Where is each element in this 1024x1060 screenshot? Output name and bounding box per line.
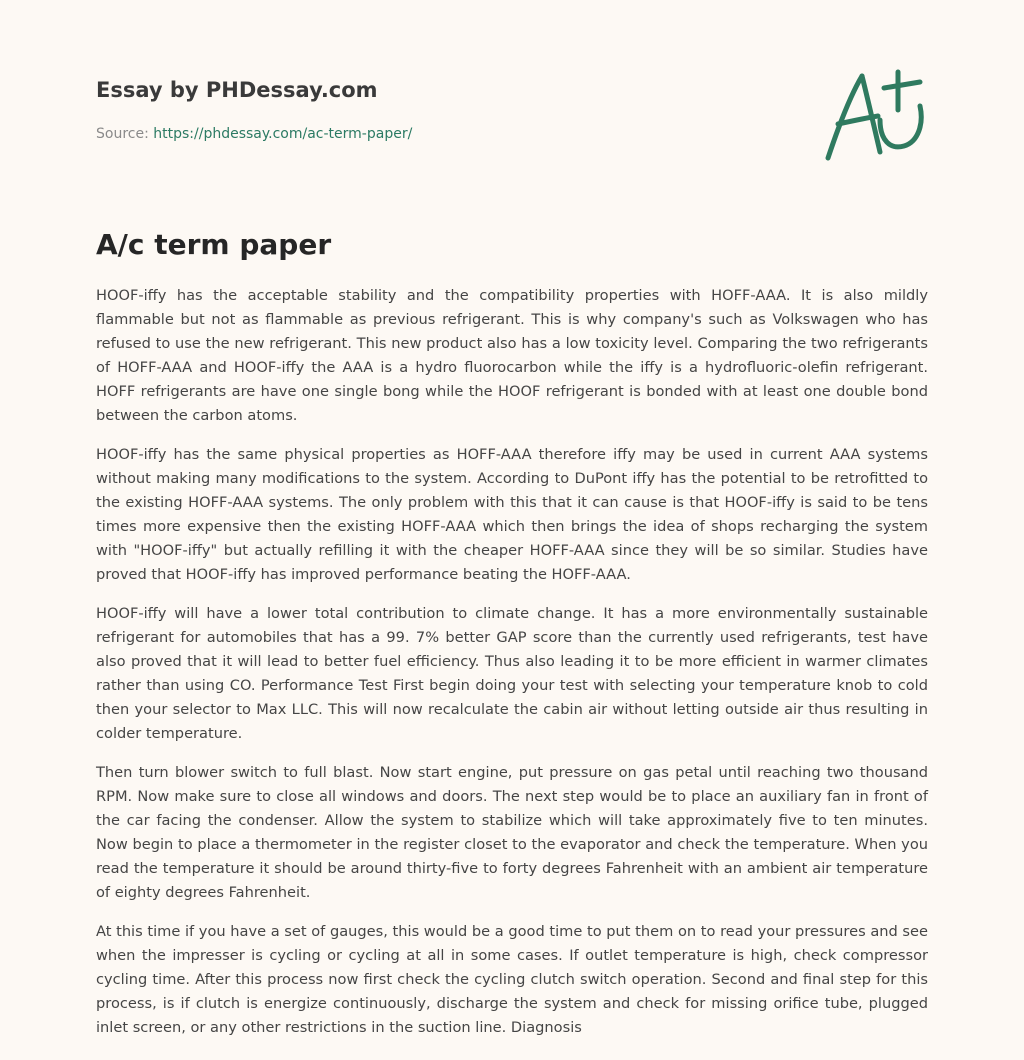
essay-body bbox=[96, 284, 928, 1055]
source-label: Source: bbox=[96, 126, 149, 142]
essay-paragraph: HOOF-iffy will have a lower total contribution to climate change. It has a more environmentally sustainable refrigerant for automobiles that has a 99. 7% better GAP score than the currently used refrigerants, test have also proved that it will lead to better fuel efficiency. Thus also leading it to be more efficient in warmer climates rather than using CO. Performance Test First begin doing your test with selecting your temperature knob to cold then your selector to Max LLC. This will now recalculate the cabin air without letting outside air thus resulting in colder temperature. bbox=[96, 605, 928, 742]
a-plus-grade-icon bbox=[818, 66, 930, 166]
essay-paragraph: HOOF-iffy has the same physical properties as HOFF-AAA therefore iffy may be used in current AAA systems without making many modifications to the system. According to DuPont iffy has the potential to be retrofitted to the existing HOFF-AAA systems. The only problem with this that it can cause is that HOOF-iffy is said to be tens times more expensive then the existing HOFF-AAA which then brings the idea of shops recharging the system with "HOOF-iffy" but actually refilling it with the cheaper HOFF-AAA since they will be so similar. Studies have proved that HOOF-iffy has improved performance beating the HOFF-AAA. bbox=[96, 446, 928, 583]
site-brand: Essay by PHDessay.com bbox=[96, 78, 378, 102]
essay-paragraph: At this time if you have a set of gauges, this would be a good time to put them on to read your pressures and see when the impresser is cycling or cycling at all in some cases. If outlet temperature is high, check compressor cycling time. After this process now first check the cycling clutch switch operation. Second and final step for this process, is if clutch is energize continuously, discharge the system and check for missing orifice tube, plugged inlet screen, or any other restrictions in the suction line. Diagnosis bbox=[96, 923, 928, 1036]
essay-paragraph: Then turn blower switch to full blast. Now start engine, put pressure on gas petal until reaching two thousand RPM. Now make sure to close all windows and doors. The next step would be to place an auxiliary fan in front of the car facing the condenser. Allow the system to stabilize which will take approximately five to ten minutes. Now begin to place a thermometer in the register closet to the evaporator and check the temperature. When you read the temperature it should be around thirty-five to forty degrees Fahrenheit with an ambient air temperature of eighty degrees Fahrenheit. bbox=[96, 764, 928, 901]
source-line bbox=[96, 124, 796, 144]
source-link[interactable]: https://phdessay.com/ac-term-paper/ bbox=[153, 126, 413, 142]
essay-paragraph: HOOF-iffy has the acceptable stability and the compatibility properties with HOFF-AAA. It is also mildly flammable but not as flammable as previous refrigerant. This is why company's such as Volkswagen who has refused to use the new refrigerant. This new product also has a low toxicity level. Comparing the two refrigerants of HOFF-AAA and HOOF-iffy the AAA is a hydro fluorocarbon while the iffy is a hydrofluoric-olefin refrigerant. HOFF refrigerants are have one single bong while the HOOF refrigerant is bonded with at least one double bond between the carbon atoms. bbox=[96, 287, 928, 424]
essay-header bbox=[96, 76, 796, 144]
essay-title: A/c term paper bbox=[96, 228, 332, 261]
